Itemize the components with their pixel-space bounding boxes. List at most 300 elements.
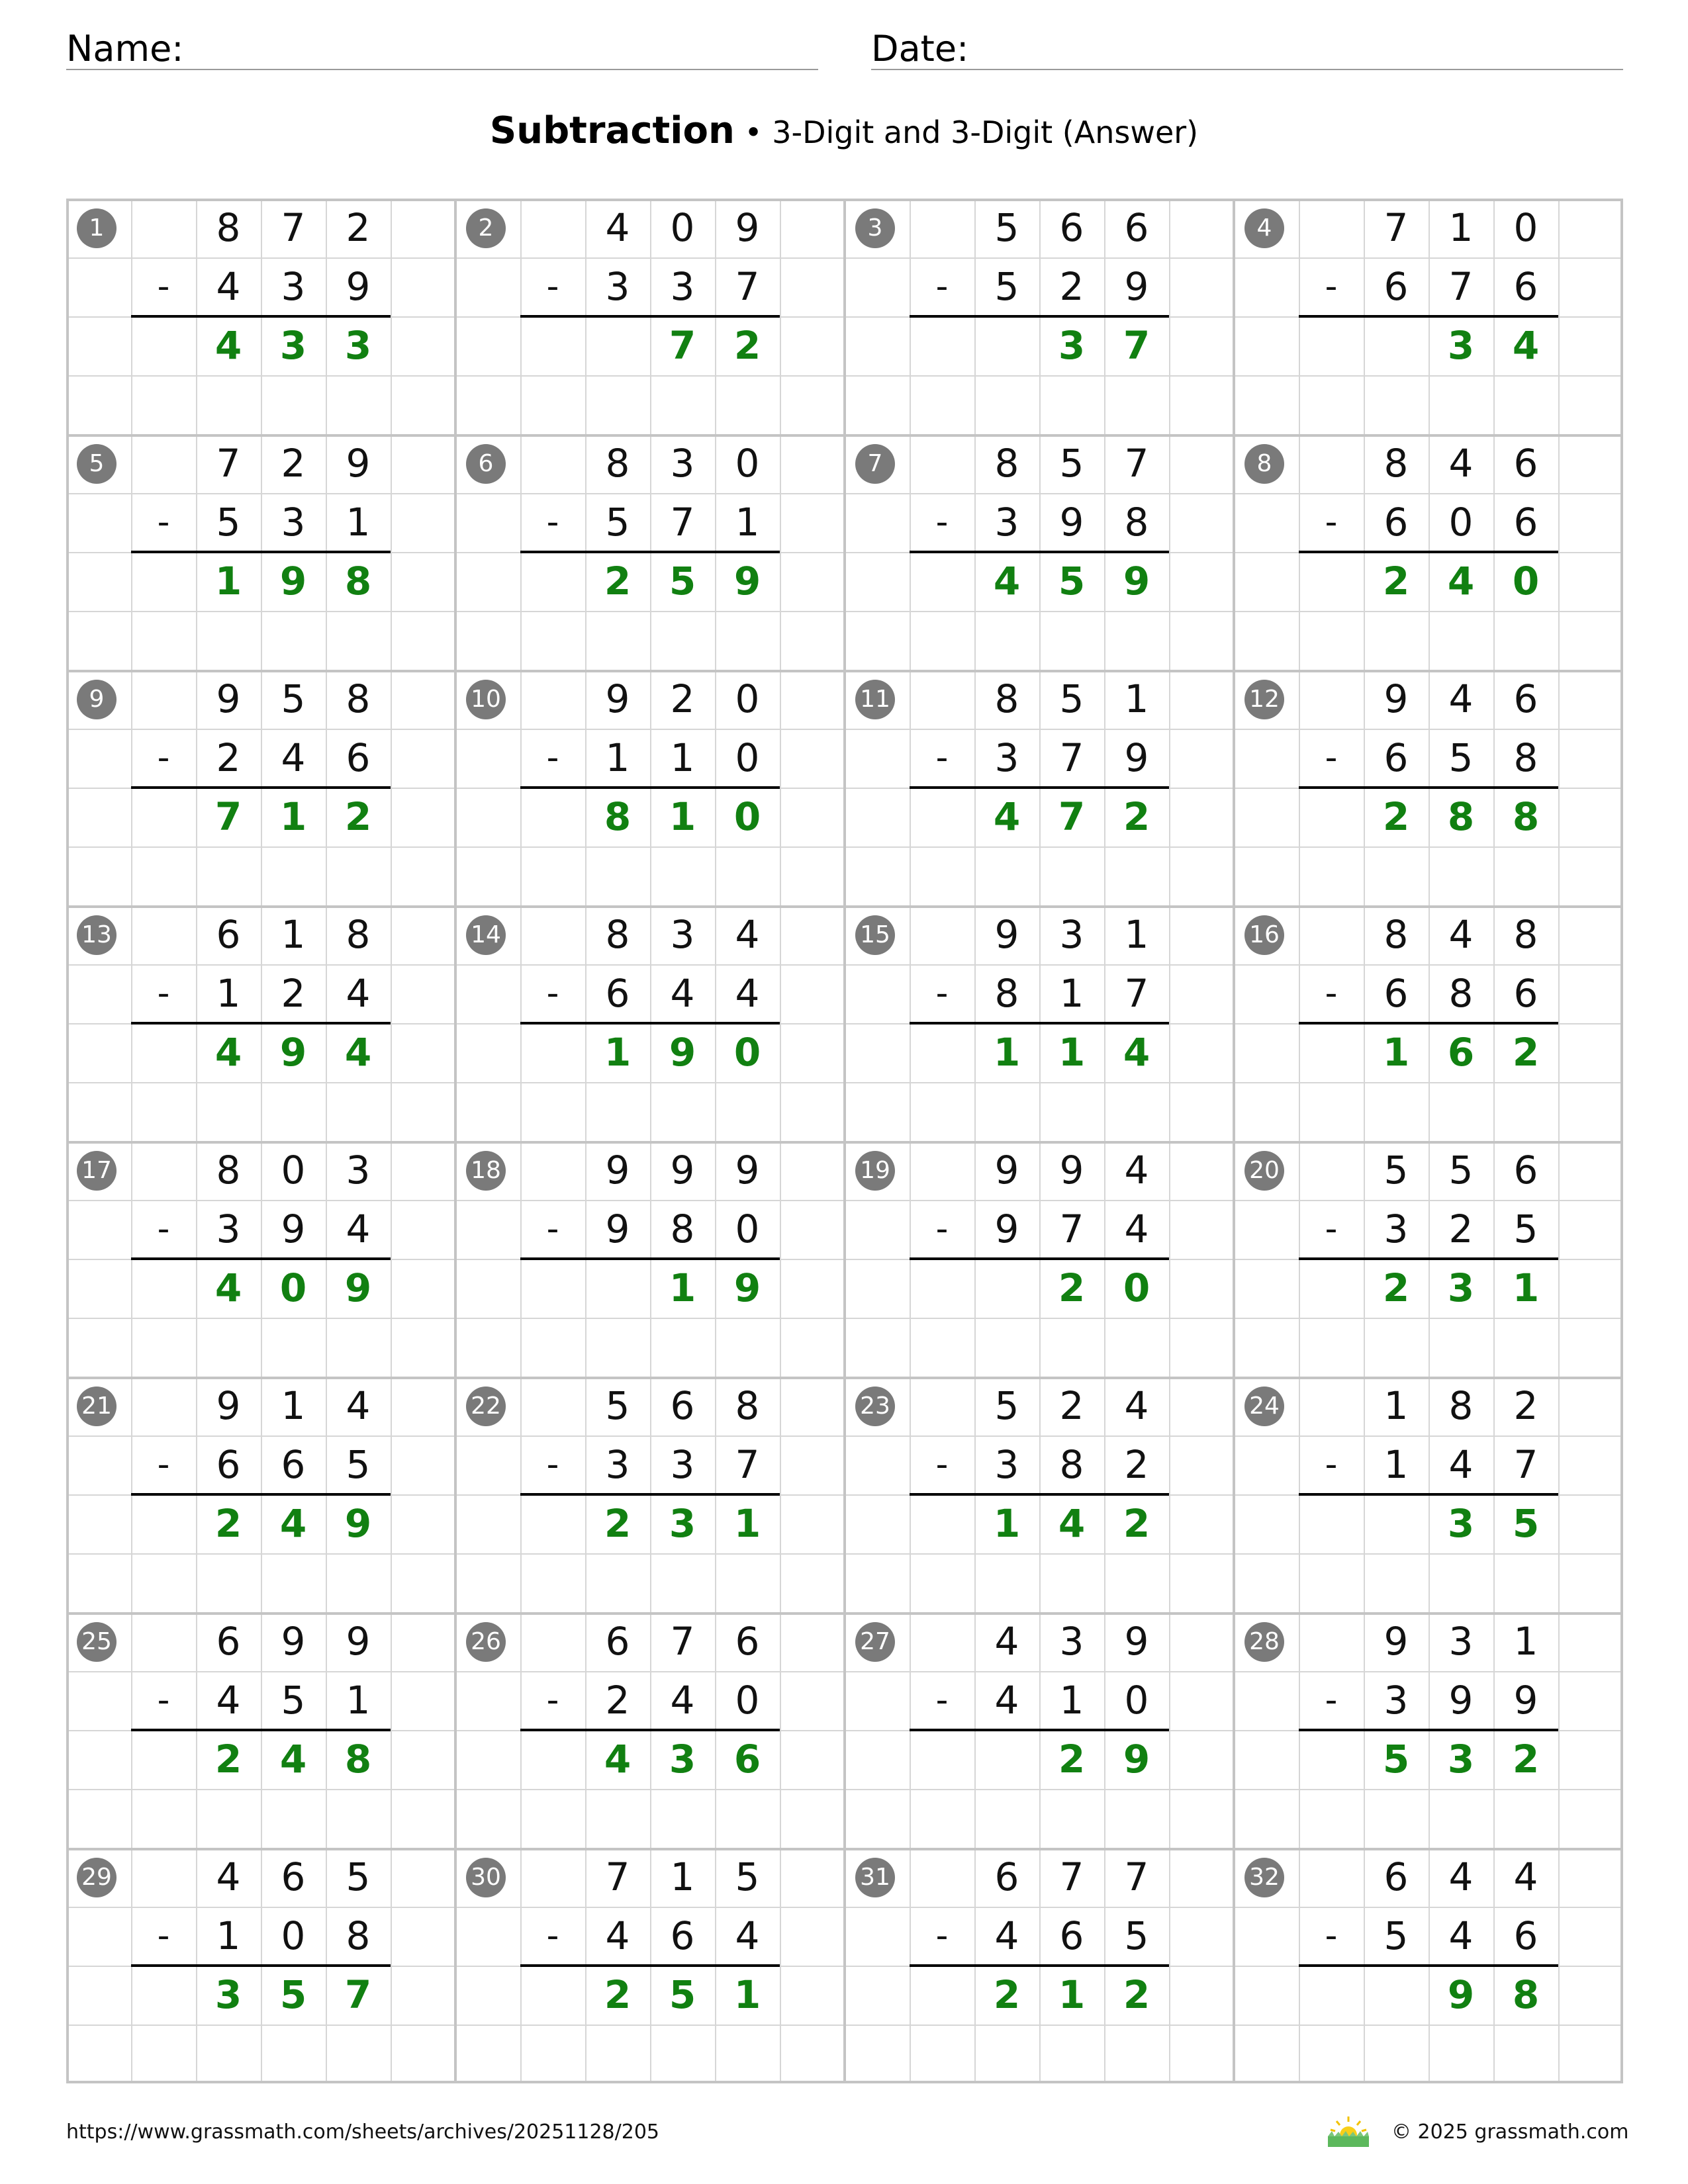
top-digit: 6 [605, 1619, 630, 1664]
answer-digit[interactable]: 7 [1123, 323, 1150, 368]
answer-digit[interactable] [1364, 1966, 1429, 2025]
bottom-digit: 0 [735, 1678, 760, 1723]
bottom-digit: 7 [735, 264, 760, 309]
answer-digit[interactable]: 1 [279, 794, 307, 839]
top-digit: 8 [1383, 441, 1409, 486]
top-digit: 4 [1448, 912, 1474, 957]
top-digit: 9 [994, 1148, 1019, 1193]
bottom-digit: 7 [1059, 735, 1084, 780]
minus-sign: - [935, 267, 949, 306]
problem-number-badge: 1 [77, 208, 117, 248]
minus-sign: - [935, 1445, 949, 1484]
answer-rule [520, 786, 780, 789]
problem-14 [455, 905, 845, 1141]
bottom-digit: 1 [670, 735, 695, 780]
answer-digit[interactable]: 3 [344, 323, 372, 368]
top-digit: 8 [346, 676, 371, 721]
footer-url[interactable]: https://www.grassmath.com/sheets/archives/20251128/205 [66, 2120, 660, 2144]
grid-line [455, 1082, 845, 1083]
answer-digit[interactable]: 4 [604, 1737, 632, 1782]
top-digit: 5 [735, 1854, 760, 1899]
top-digit: 9 [994, 912, 1019, 957]
grid-line [845, 2025, 1234, 2026]
answer-digit[interactable]: 8 [1512, 794, 1540, 839]
top-digit: 7 [281, 205, 306, 250]
bottom-digit: 4 [605, 1913, 630, 1958]
bottom-digit: 5 [605, 500, 630, 545]
answer-digit[interactable]: 2 [1123, 1972, 1150, 2017]
row-divider [66, 670, 1623, 672]
problem-number-badge: 27 [855, 1622, 895, 1662]
answer-digit[interactable]: 3 [1447, 1265, 1475, 1310]
answer-digit[interactable]: 7 [669, 323, 696, 368]
problem-number-badge: 32 [1244, 1858, 1284, 1897]
grid-line [455, 1789, 845, 1790]
top-digit: 4 [735, 912, 760, 957]
answer-digit[interactable]: 4 [279, 1737, 307, 1782]
top-digit: 5 [1383, 1148, 1409, 1193]
top-digit: 5 [994, 1383, 1019, 1428]
answer-digit[interactable]: 1 [669, 794, 696, 839]
bottom-digit: 1 [346, 1678, 371, 1723]
problem-22 [455, 1377, 845, 1612]
bottom-digit: 3 [1383, 1678, 1409, 1723]
bottom-digit: 4 [670, 971, 695, 1016]
top-digit: 3 [1448, 1619, 1474, 1664]
answer-digit[interactable]: 4 [214, 1030, 242, 1075]
answer-rule [910, 1022, 1169, 1024]
bottom-digit: 9 [1124, 735, 1149, 780]
problem-32 [1234, 1848, 1623, 2083]
minus-sign: - [546, 974, 559, 1013]
answer-digit[interactable]: 8 [344, 1737, 372, 1782]
answer-digit[interactable] [1364, 316, 1429, 375]
answer-rule [1299, 1022, 1558, 1024]
bottom-digit: 4 [216, 1678, 241, 1723]
minus-sign: - [157, 974, 170, 1013]
answer-digit[interactable]: 9 [1123, 1737, 1150, 1782]
top-digit: 8 [1513, 912, 1538, 957]
bottom-digit: 1 [1059, 1678, 1084, 1723]
bottom-digit: 1 [346, 500, 371, 545]
answer-rule [1299, 786, 1558, 789]
top-digit: 2 [346, 205, 371, 250]
top-digit: 6 [670, 1383, 695, 1428]
answer-digit[interactable]: 0 [279, 1265, 307, 1310]
answer-digit[interactable] [585, 1259, 650, 1318]
answer-digit[interactable]: 0 [733, 1030, 761, 1075]
problem-25 [66, 1612, 455, 1848]
answer-rule [520, 315, 780, 318]
answer-digit[interactable]: 9 [344, 1501, 372, 1546]
answer-digit[interactable]: 5 [1058, 559, 1086, 604]
answer-digit[interactable]: 4 [214, 1265, 242, 1310]
answer-digit[interactable]: 2 [214, 1737, 242, 1782]
problem-number-badge: 11 [855, 680, 895, 719]
footer-copyright: © 2025 grassmath.com [1391, 2120, 1629, 2144]
answer-digit[interactable]: 1 [214, 559, 242, 604]
answer-digit[interactable] [1364, 1494, 1429, 1553]
answer-digit[interactable]: 4 [1512, 323, 1540, 368]
problem-12 [1234, 670, 1623, 905]
problem-number-badge: 25 [77, 1622, 117, 1662]
problem-number-badge: 8 [1244, 444, 1284, 484]
answer-digit[interactable]: 4 [344, 1030, 372, 1075]
bottom-digit: 6 [1383, 264, 1409, 309]
answer-digit[interactable]: 7 [214, 794, 242, 839]
answer-digit[interactable]: 2 [1382, 559, 1410, 604]
problem-number-badge: 12 [1244, 680, 1284, 719]
answer-digit[interactable]: 3 [1447, 1501, 1475, 1546]
bottom-digit: 1 [216, 971, 241, 1016]
answer-digit[interactable]: 1 [604, 1030, 632, 1075]
top-digit: 8 [216, 1148, 241, 1193]
bottom-digit: 3 [281, 264, 306, 309]
minus-sign: - [546, 1680, 559, 1720]
answer-digit[interactable]: 9 [733, 1265, 761, 1310]
top-digit: 7 [1059, 1854, 1084, 1899]
grid-line [455, 846, 845, 848]
answer-rule [131, 1257, 391, 1260]
bottom-digit: 1 [1383, 1442, 1409, 1487]
answer-digit[interactable]: 5 [279, 1972, 307, 2017]
bottom-digit: 6 [1383, 735, 1409, 780]
answer-digit[interactable]: 2 [344, 794, 372, 839]
problem-11 [845, 670, 1234, 905]
answer-digit[interactable]: 2 [604, 1972, 632, 2017]
answer-digit[interactable]: 6 [733, 1737, 761, 1782]
answer-digit[interactable]: 1 [1382, 1030, 1410, 1075]
answer-digit[interactable]: 4 [1447, 559, 1475, 604]
answer-digit[interactable] [974, 316, 1039, 375]
answer-digit[interactable]: 3 [669, 1501, 696, 1546]
bottom-digit: 5 [994, 264, 1019, 309]
minus-sign: - [1325, 974, 1338, 1013]
bottom-digit: 3 [670, 1442, 695, 1487]
row-divider [66, 1377, 1623, 1379]
answer-rule [131, 786, 391, 789]
answer-digit[interactable]: 1 [1058, 1972, 1086, 2017]
answer-digit[interactable]: 4 [214, 323, 242, 368]
bottom-digit: 1 [1059, 971, 1084, 1016]
answer-digit[interactable]: 3 [214, 1972, 242, 2017]
top-digit: 2 [1059, 1383, 1084, 1428]
problem-number-badge: 29 [77, 1858, 117, 1897]
problem-number-badge: 16 [1244, 915, 1284, 955]
bottom-digit: 5 [346, 1442, 371, 1487]
bottom-digit: 9 [281, 1206, 306, 1251]
answer-digit[interactable] [974, 1730, 1039, 1789]
bottom-digit: 6 [216, 1442, 241, 1487]
top-digit: 3 [346, 1148, 371, 1193]
answer-rule [1299, 1964, 1558, 1967]
answer-digit[interactable]: 5 [1512, 1501, 1540, 1546]
top-digit: 5 [1448, 1148, 1474, 1193]
answer-digit[interactable]: 8 [1512, 1972, 1540, 2017]
grid-line [845, 1318, 1234, 1319]
top-digit: 5 [994, 205, 1019, 250]
answer-digit[interactable]: 1 [1512, 1265, 1540, 1310]
answer-digit[interactable]: 3 [279, 323, 307, 368]
bottom-digit: 2 [1448, 1206, 1474, 1251]
answer-digit[interactable]: 9 [669, 1030, 696, 1075]
answer-rule [520, 1493, 780, 1496]
problem-number-badge: 26 [466, 1622, 506, 1662]
top-digit: 3 [1059, 1619, 1084, 1664]
minus-sign: - [1325, 267, 1338, 306]
answer-rule [520, 551, 780, 553]
answer-digit[interactable]: 8 [604, 794, 632, 839]
problem-28 [1234, 1612, 1623, 1848]
minus-sign: - [157, 502, 170, 542]
top-digit: 4 [1124, 1383, 1149, 1428]
problem-number-badge: 24 [1244, 1387, 1284, 1426]
top-digit: 8 [605, 912, 630, 957]
answer-digit[interactable]: 0 [1123, 1265, 1150, 1310]
answer-rule [1299, 1257, 1558, 1260]
minus-sign: - [157, 1680, 170, 1720]
top-digit: 9 [735, 1148, 760, 1193]
answer-digit[interactable]: 2 [1058, 1265, 1086, 1310]
grid-line [1234, 1082, 1623, 1083]
answer-rule [910, 315, 1169, 318]
minus-sign: - [1325, 738, 1338, 778]
top-digit: 1 [670, 1854, 695, 1899]
answer-digit[interactable]: 4 [1123, 1030, 1150, 1075]
answer-digit[interactable]: 2 [1123, 1501, 1150, 1546]
date-field[interactable] [871, 24, 1623, 70]
bottom-digit: 9 [1059, 500, 1084, 545]
top-digit: 3 [670, 441, 695, 486]
bottom-digit: 4 [735, 1913, 760, 1958]
top-digit: 9 [735, 205, 760, 250]
answer-digit[interactable]: 1 [733, 1972, 761, 2017]
problem-8 [1234, 434, 1623, 670]
top-digit: 9 [670, 1148, 695, 1193]
problem-29 [66, 1848, 455, 2083]
answer-digit[interactable]: 5 [1382, 1737, 1410, 1782]
answer-digit[interactable]: 7 [1058, 794, 1086, 839]
bottom-digit: 2 [1124, 1442, 1149, 1487]
top-digit: 1 [1383, 1383, 1409, 1428]
answer-digit[interactable]: 2 [604, 559, 632, 604]
answer-digit[interactable]: 3 [669, 1737, 696, 1782]
row-divider [66, 1612, 1623, 1615]
bottom-digit: 7 [1059, 1206, 1084, 1251]
answer-rule [1299, 551, 1558, 553]
answer-digit[interactable]: 4 [1058, 1501, 1086, 1546]
bottom-digit: 2 [216, 735, 241, 780]
minus-sign: - [157, 1209, 170, 1249]
grid-line [1234, 611, 1623, 612]
bottom-digit: 0 [735, 1206, 760, 1251]
top-digit: 9 [1383, 1619, 1409, 1664]
row-divider [66, 905, 1623, 908]
problem-18 [455, 1141, 845, 1377]
bottom-digit: 9 [994, 1206, 1019, 1251]
minus-sign: - [157, 1916, 170, 1956]
answer-rule [1299, 1729, 1558, 1731]
answer-digit[interactable]: 9 [1123, 559, 1150, 604]
answer-digit[interactable]: 2 [604, 1501, 632, 1546]
answer-digit[interactable]: 6 [1447, 1030, 1475, 1075]
bottom-digit: 6 [1383, 500, 1409, 545]
top-digit: 8 [1448, 1383, 1474, 1428]
answer-rule [910, 1964, 1169, 1967]
answer-digit[interactable]: 5 [669, 559, 696, 604]
answer-digit[interactable]: 3 [1447, 1737, 1475, 1782]
answer-digit[interactable]: 8 [344, 559, 372, 604]
bottom-digit: 4 [346, 971, 371, 1016]
answer-digit[interactable]: 4 [993, 794, 1021, 839]
grid-line [845, 846, 1234, 848]
top-digit: 7 [216, 441, 241, 486]
name-field[interactable] [66, 24, 818, 70]
problem-number-badge: 31 [855, 1858, 895, 1897]
problem-number-badge: 9 [77, 680, 117, 719]
answer-digit[interactable]: 3 [1058, 323, 1086, 368]
problem-16 [1234, 905, 1623, 1141]
answer-digit[interactable]: 4 [993, 559, 1021, 604]
grid-line [66, 1789, 455, 1790]
top-digit: 5 [1059, 676, 1084, 721]
answer-digit[interactable]: 2 [1512, 1737, 1540, 1782]
top-digit: 6 [1513, 441, 1538, 486]
grid-line [455, 375, 845, 377]
top-digit: 7 [1124, 441, 1149, 486]
problem-number-badge: 7 [855, 444, 895, 484]
answer-rule [910, 1257, 1169, 1260]
problem-number-badge: 2 [466, 208, 506, 248]
answer-digit[interactable]: 2 [214, 1501, 242, 1546]
top-digit: 6 [1383, 1854, 1409, 1899]
minus-sign: - [1325, 502, 1338, 542]
bottom-digit: 0 [1448, 500, 1474, 545]
bottom-digit: 9 [1448, 1678, 1474, 1723]
problem-15 [845, 905, 1234, 1141]
answer-digit[interactable]: 2 [1382, 794, 1410, 839]
answer-digit[interactable]: 1 [669, 1265, 696, 1310]
minus-sign: - [935, 502, 949, 542]
top-digit: 4 [1124, 1148, 1149, 1193]
grid-line [1234, 1553, 1623, 1555]
answer-digit[interactable]: 1 [993, 1501, 1021, 1546]
answer-rule [131, 551, 391, 553]
problem-number-badge: 19 [855, 1151, 895, 1191]
answer-digit[interactable]: 8 [1447, 794, 1475, 839]
answer-digit[interactable]: 3 [1447, 323, 1475, 368]
answer-rule [910, 1493, 1169, 1496]
grass-sun-logo-icon [1325, 2115, 1372, 2148]
bottom-digit: 4 [1448, 1913, 1474, 1958]
grid-line [66, 1082, 455, 1083]
minus-sign: - [546, 1445, 559, 1484]
top-digit: 0 [1513, 205, 1538, 250]
minus-sign: - [1325, 1209, 1338, 1249]
problem-number-badge: 30 [466, 1858, 506, 1897]
problem-1 [66, 199, 455, 434]
top-digit: 8 [605, 441, 630, 486]
problem-number-badge: 13 [77, 915, 117, 955]
answer-digit[interactable]: 9 [733, 559, 761, 604]
grid-line [455, 2025, 845, 2026]
bottom-digit: 8 [1448, 971, 1474, 1016]
top-digit: 0 [735, 676, 760, 721]
grid-line [66, 846, 455, 848]
grid-line [1234, 1789, 1623, 1790]
top-digit: 6 [1124, 205, 1149, 250]
top-digit: 9 [605, 676, 630, 721]
answer-digit[interactable]: 1 [733, 1501, 761, 1546]
bottom-digit: 4 [1448, 1442, 1474, 1487]
problem-7 [845, 434, 1234, 670]
top-digit: 6 [1059, 205, 1084, 250]
answer-rule [131, 1964, 391, 1967]
bottom-digit: 3 [994, 1442, 1019, 1487]
top-digit: 9 [605, 1148, 630, 1193]
bottom-digit: 4 [994, 1913, 1019, 1958]
problem-21 [66, 1377, 455, 1612]
bottom-digit: 8 [1513, 735, 1538, 780]
answer-digit[interactable]: 2 [1382, 1265, 1410, 1310]
bottom-digit: 6 [670, 1913, 695, 1958]
answer-digit[interactable] [585, 316, 650, 375]
bottom-digit: 1 [735, 500, 760, 545]
answer-digit[interactable]: 5 [669, 1972, 696, 2017]
problem-31 [845, 1848, 1234, 2083]
answer-digit[interactable]: 0 [1512, 559, 1540, 604]
answer-rule [520, 1022, 780, 1024]
top-digit: 8 [994, 441, 1019, 486]
answer-digit[interactable]: 4 [279, 1501, 307, 1546]
answer-digit[interactable]: 2 [733, 323, 761, 368]
problem-number-badge: 14 [466, 915, 506, 955]
answer-digit[interactable] [974, 1259, 1039, 1318]
answer-digit[interactable]: 9 [279, 559, 307, 604]
top-digit: 4 [1513, 1854, 1538, 1899]
answer-digit[interactable]: 1 [993, 1030, 1021, 1075]
answer-digit[interactable]: 2 [1512, 1030, 1540, 1075]
bottom-digit: 6 [346, 735, 371, 780]
grid-line [845, 1553, 1234, 1555]
problem-30 [455, 1848, 845, 2083]
grid-line [66, 611, 455, 612]
grid-line [845, 611, 1234, 612]
answer-digit[interactable]: 2 [993, 1972, 1021, 2017]
answer-rule [910, 1729, 1169, 1731]
minus-sign: - [546, 502, 559, 542]
bottom-digit: 7 [1124, 971, 1149, 1016]
bottom-digit: 3 [1383, 1206, 1409, 1251]
answer-digit[interactable]: 9 [1447, 1972, 1475, 2017]
answer-digit[interactable]: 2 [1058, 1737, 1086, 1782]
answer-digit[interactable]: 1 [1058, 1030, 1086, 1075]
top-digit: 8 [994, 676, 1019, 721]
answer-digit[interactable]: 7 [344, 1972, 372, 2017]
top-digit: 9 [1383, 676, 1409, 721]
minus-sign: - [546, 1916, 559, 1956]
answer-digit[interactable]: 2 [1123, 794, 1150, 839]
bottom-digit: 6 [1513, 264, 1538, 309]
bottom-digit: 0 [735, 735, 760, 780]
bottom-digit: 6 [281, 1442, 306, 1487]
grid-line [845, 1789, 1234, 1790]
answer-digit[interactable]: 9 [279, 1030, 307, 1075]
answer-digit[interactable]: 0 [733, 794, 761, 839]
minus-sign: - [935, 1680, 949, 1720]
answer-digit[interactable]: 9 [344, 1265, 372, 1310]
top-digit: 0 [281, 1148, 306, 1193]
